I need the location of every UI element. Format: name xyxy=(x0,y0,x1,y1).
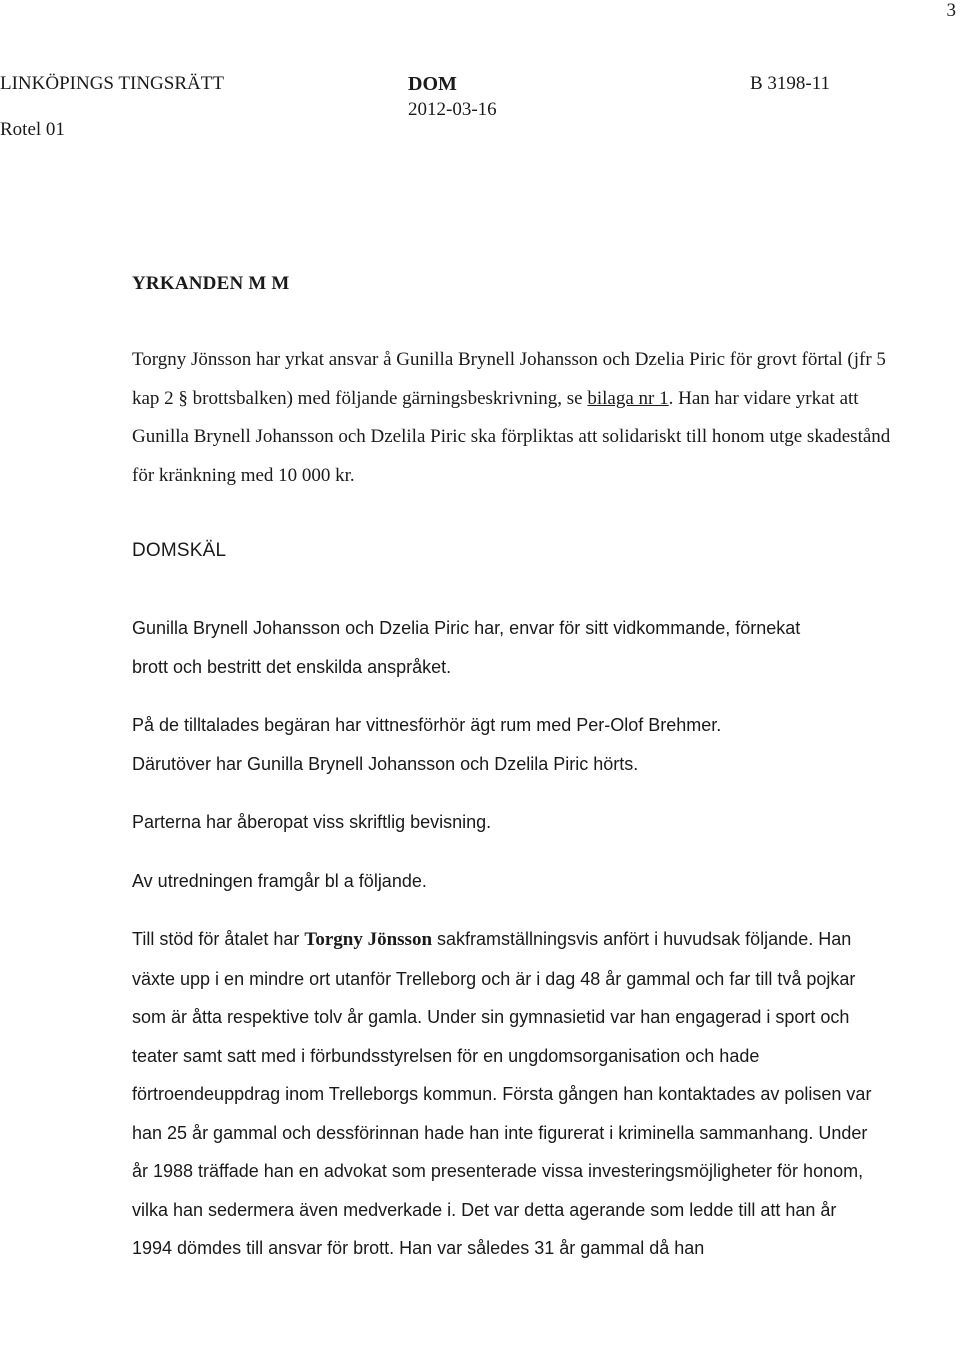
claims-paragraph xyxy=(132,341,892,495)
plaintiff-name: Torgny Jönsson xyxy=(304,929,433,950)
reasons-heading: DOMSKÄL xyxy=(132,540,227,561)
reasons-p5-start: Till stöd för åtalet har xyxy=(132,929,305,949)
document-body xyxy=(132,272,932,1268)
reasons-paragraph-5 xyxy=(132,920,877,1268)
reasons-p5-end: sakframställningsvis anfört i huvudsak följande. Han växte upp i en mindre ort utanför Trelleborg och är i dag 48 år gammal och far till två pojkar som är åtta respektive tolv år gamla. Under sin gymnasietid var han engagerad i sport och teater samt satt med i förbundsstyrelsen för en ungdomsorganisation och hade förtroendeuppdrag inom Trelleborgs kommun. Första gången han kontaktades av polisen var han 25 år gammal och dessförinnan hade han inte figurerat i kriminella sammanhang. Under år 1988 träffade han en advokat som presenterade vissa investeringsmöjligheter för honom, vilka han sedermera även medverkade i. Det var detta agerande som ledde till att han år 1994 dömdes till ansvar för brott. Han var således 31 år gammal då han xyxy=(132,929,872,1258)
claims-heading: YRKANDEN M M xyxy=(132,273,290,294)
reasons-paragraph-2-line-2: Därutöver har Gunilla Brynell Johansson och Dzelila Piric hörts. xyxy=(132,753,639,774)
claims-text-start: Torgny Jönsson har yrkat ansvar å Gunilla Brynell Johansson och Dzelia Piric för grovt förtal (jfr 5 kap 2 § brottsbalken) med följande gärningsbeskrivning, se xyxy=(132,349,886,409)
case-number: B 3198-11 xyxy=(750,73,831,94)
document-date: 2012-03-16 xyxy=(408,99,497,120)
reasons-paragraph-1: Gunilla Brynell Johansson och Dzelia Piric har, envar för sitt vidkommande, förnekat brott och bestritt det enskilda anspråket. xyxy=(132,618,801,677)
reasons-paragraph-2 xyxy=(132,706,932,783)
page-number: 3 xyxy=(946,0,956,21)
reasons-paragraph-3: Parterna har åberopat viss skriftlig bevisning. xyxy=(132,812,492,832)
document-type: DOM xyxy=(408,73,457,95)
claims-text-end: . Han har vidare yrkat att Gunilla Brynell Johansson och Dzelila Piric ska förpliktas att solidariskt till honom utge skadestånd för kränkning med 10 000 kr. xyxy=(132,387,891,486)
court-name: LINKÖPINGS TINGSRÄTT xyxy=(0,73,224,94)
reasons-paragraph-4: Av utredningen framgår bl a följande. xyxy=(132,870,427,891)
court-section: Rotel 01 xyxy=(0,119,65,140)
attachment-link[interactable]: bilaga nr 1 xyxy=(587,387,669,409)
reasons-paragraph-2-line-1: På de tilltalades begäran har vittnesförhör ägt rum med Per-Olof Brehmer. xyxy=(132,715,722,735)
